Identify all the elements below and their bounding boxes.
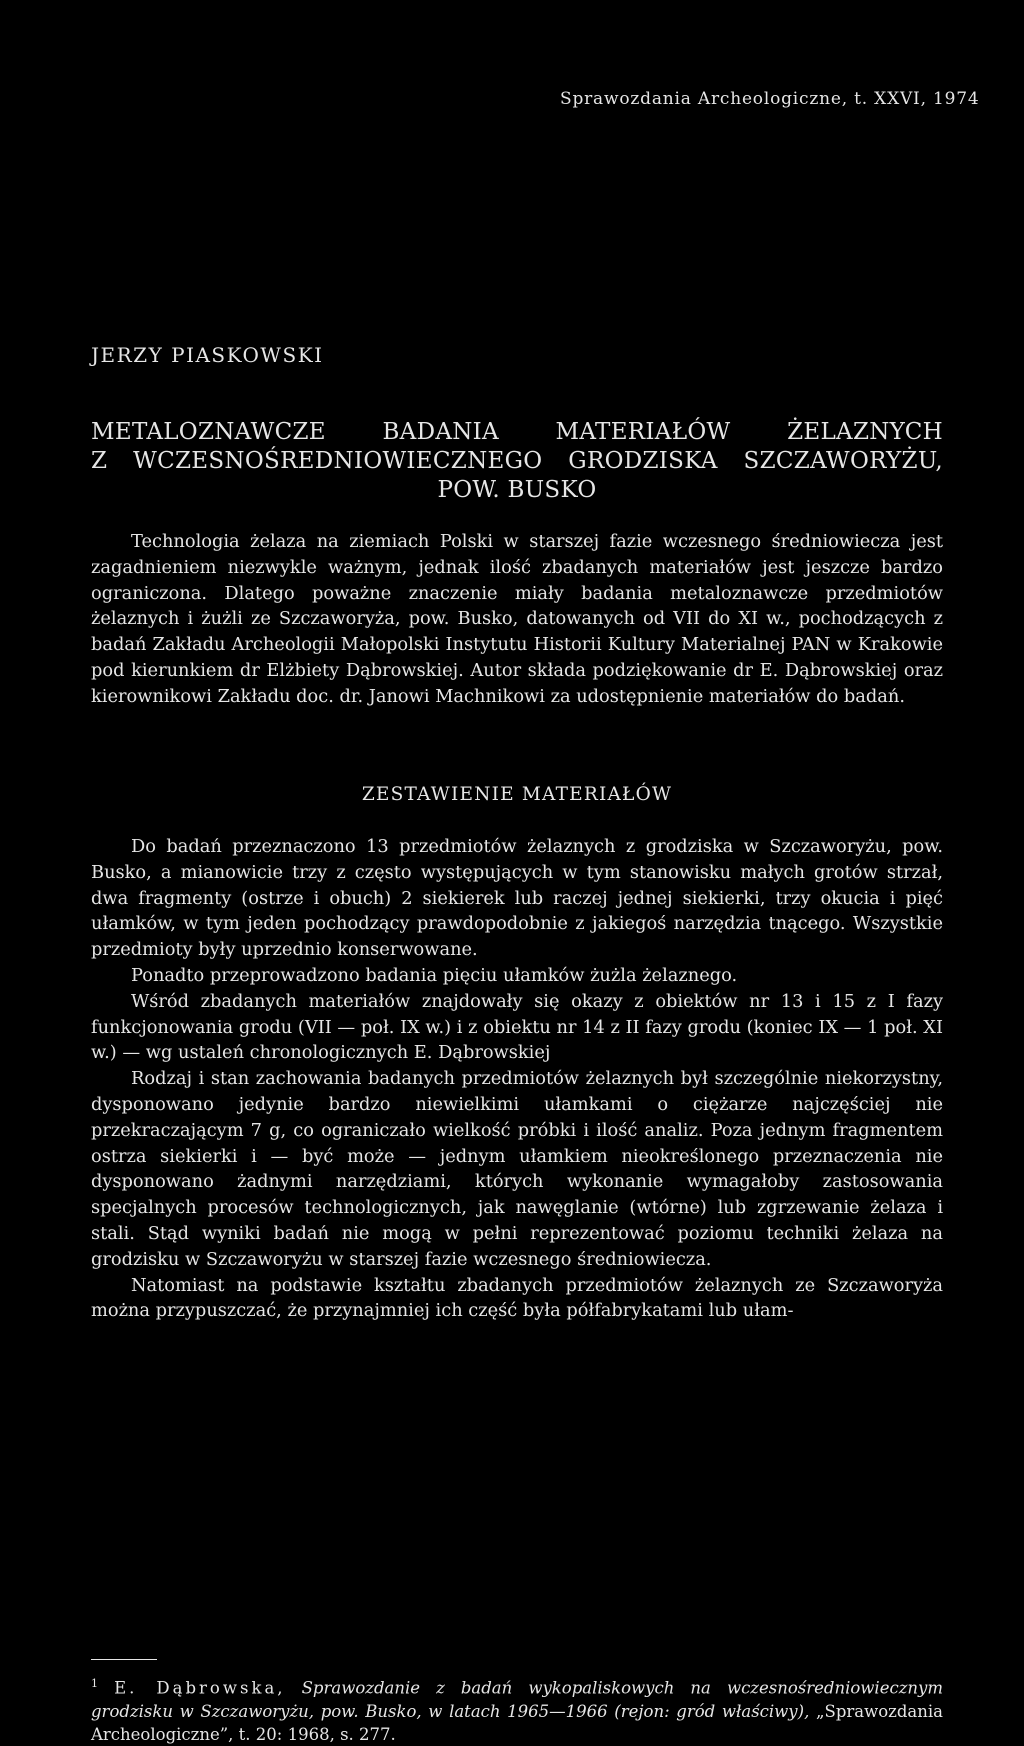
title-line-2: Z WCZESNOŚREDNIOWIECZNEGO GRODZISKA SZCZAWORYŻU, [91,448,943,474]
paragraph-3: Wśród zbadanych materiałów znajdowały się okazy z obiektów nr 13 i 15 z I fazy funkcjonowania grodu (VII — poł. IX w.) i z obiektu nr 14 z II fazy grodu (koniec IX — 1 poł. XI w.) — wg ustaleń chronologicznych E. Dąbrowskiej [91,990,943,1064]
article-author: JERZY PIASKOWSKI [91,343,324,367]
footnote-marker: 1 [91,1677,98,1690]
paragraph-4: Rodzaj i stan zachowania badanych przedmiotów żelaznych był szczególnie niekorzystny, dysponowano jedynie bardzo niewielkimi ułamkami o ciężarze najczęściej nie przekraczającym 7 g, co ograniczało wielkość próbki i ilość analiz. Poza jednym fragmentem ostrza siekierki i — być może — jednym ułamkiem nieokreślonego przeznaczenia nie dysponowano żadnymi narzędziami, których wykonanie wymagałoby zastosowania specjalnych procesów technologicznych, jak nawęglanie (wtórne) lub zgrzewanie żelaza i stali. Stąd wyniki badań nie mogą w pełni reprezentować poziomu techniki żelaza na grodzisku w Szczaworyżu w starszej fazie wczesnego średniowiecza. [91,1068,943,1270]
paragraph-5: Natomiast na podstawie kształtu zbadanych przedmiotów żelaznych ze Szczaworyża można przypuszczać, że przynajmniej ich część była półfabrykatami lub ułam- [91,1274,943,1322]
intro-section [91,529,943,710]
running-header: Sprawozdania Archeologiczne, t. XXVI, 1974 [560,89,980,109]
title-line-1: METALOZNAWCZE BADANIA MATERIAŁÓW ŻELAZNYCH [91,419,943,445]
section-heading: ZESTAWIENIE MATERIAŁÓW [361,784,673,805]
footnote-source: „Sprawozdania Archeologiczne”, t. 20: 1968, s. 277. [91,1701,943,1744]
intro-paragraph: Technologia żelaza na ziemiach Polski w starszej fazie wczesnego średniowiecza jest zagadnieniem niezwykle ważnym, jednak ilość zbadanych materiałów jest jeszcze bardzo ograniczona. Dlatego poważne znaczenie miały badania metaloznawcze przedmiotów żelaznych i żużli ze Szczaworyża, pow. Busko, datowanych od VII do XI w., pochodzących z badań Zakładu Archeologii Małopolski Instytutu Historii Kultury Materialnej PAN w Krakowie pod kierunkiem dr Elżbiety Dąbrowskiej. Autor składa podziękowanie dr E. Dąbrowskiej oraz kierownikowi Zakładu doc. dr. Janowi Machnikowi za udostępnienie materiałów do badań. [91,531,943,707]
footnote-separator [91,1659,157,1660]
footnote-author: E. Dąbrowska, [114,1678,286,1698]
paragraph-1: Do badań przeznaczono 13 przedmiotów żelaznych z grodziska w Szczaworyżu, pow. Busko, a mianowicie trzy z często występujących w tym stanowisku małych grotów strzał, dwa fragmenty (ostrze i obuch) 2 siekierek lub raczej jednej siekierki, trzy okucia i pięć ułamków, w tym jeden pochodzący prawdopodobnie z jakiegoś narzędzia tnącego. Wszystkie przedmioty były uprzednio konserwowane. [91,836,943,961]
paragraph-2: Ponadto przeprowadzono badania pięciu ułamków żużla żelaznego. [131,964,738,986]
article-title [91,418,943,505]
footnote-title: Sprawozdanie z badań wykopaliskowych na wczesnośredniowiecznym grodzisku w Szczaworyżu, pow. Busko, w latach 1965—1966 (rejon: gród właściwy), [91,1678,944,1721]
title-line-3: POW. BUSKO [437,477,597,503]
footnote [91,1672,943,1746]
main-section [91,834,943,1324]
